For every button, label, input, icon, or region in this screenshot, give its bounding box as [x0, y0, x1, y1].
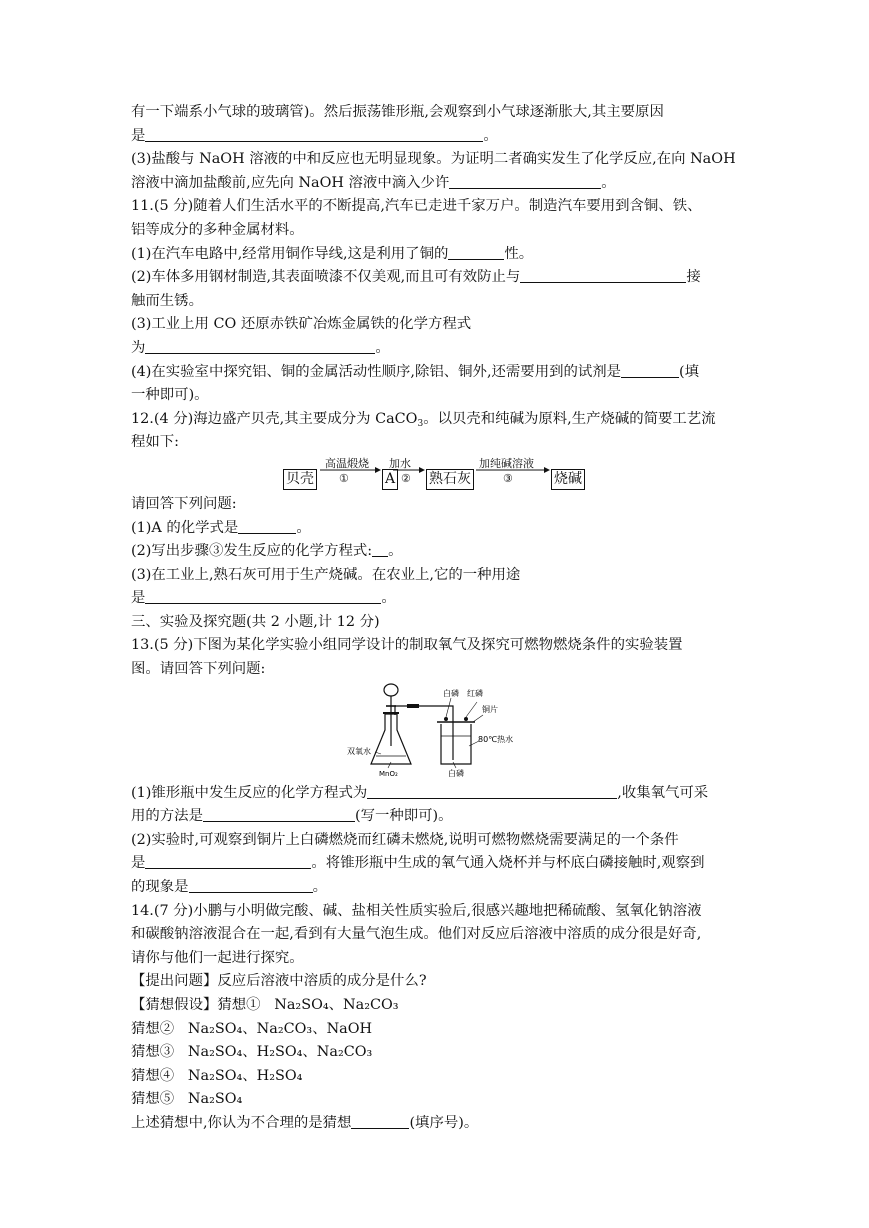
text-line: 请你与他们一起进行探究。 [131, 949, 304, 966]
guess-line: 猜想⑤ Na₂SO₄ [131, 1091, 243, 1108]
guess-line: 猜想③ Na₂SO₄、H₂SO₄、Na₂CO₃ [131, 1044, 373, 1061]
text-line: 铝等成分的多种金属材料。 [131, 221, 304, 238]
question-line: 的现象是 。 [131, 879, 327, 896]
beaker [441, 724, 471, 764]
answer-blank[interactable] [145, 854, 311, 869]
flow-step3-number: ③ [503, 471, 513, 485]
label-hot-water: 80℃热水 [478, 734, 514, 744]
question-line: 是 。 [131, 590, 396, 607]
answer-blank[interactable] [449, 174, 601, 189]
text-line: 有一下端系小气球的玻璃管)。然后振荡锥形瓶,会观察到小气球逐渐胀大,其主要原因 [131, 104, 664, 120]
question-line: 上述猜想中,你认为不合理的是猜想 (填序号)。 [131, 1114, 479, 1131]
label-mno2: MnO₂ [379, 769, 398, 778]
flow-step2-label: 加水 [389, 456, 411, 470]
delivery-tube [395, 706, 453, 760]
question-line: (2)写出步骤③发生反应的化学方程式: 。 [131, 543, 403, 560]
exam-page [131, 101, 739, 1136]
question-line: (1)A 的化学式是 。 [131, 519, 311, 536]
guess-line: 猜想② Na₂SO₄、Na₂CO₃、NaOH [131, 1020, 373, 1037]
rubber-tube [407, 704, 419, 708]
text-line: 触而生锈。 [131, 292, 203, 309]
answer-blank[interactable] [145, 127, 483, 142]
label-white-phosphorus-bottom: 白磷 [448, 768, 464, 778]
flow-step3-label: 加纯碱溶液 [479, 456, 534, 470]
answer-blank[interactable] [189, 878, 313, 893]
flow-node-shell: 贝壳 [283, 469, 317, 490]
answer-blank[interactable] [367, 784, 617, 799]
oxygen-apparatus-figure [131, 682, 739, 782]
process-flow-diagram [131, 455, 739, 493]
question-line: 溶液中滴加盐酸前,应先向 NaOH 溶液中滴入少许 。 [131, 174, 616, 191]
apparatus-drawing [343, 682, 543, 782]
question-heading: 14.(7 分)小鹏与小明做完酸、碱、盐相关性质实验后,很感兴趣地把稀硫酸、氢氧化钠溶液 [131, 902, 702, 919]
label-copper-plate: 铜片 [482, 704, 498, 714]
question-line: 是 。将锥形瓶中生成的氧气通入烧杯并与杯底白磷接触时,观察到 [131, 855, 705, 872]
flow-node-slaked-lime: 熟石灰 [426, 469, 474, 490]
guess-line: 【猜想假设】猜想① Na₂SO₄、Na₂CO₃ [131, 997, 399, 1013]
answer-blank[interactable] [351, 1114, 409, 1129]
text-line: (3)在工业上,熟石灰可用于生产烧碱。在农业上,它的一种用途 [131, 566, 521, 583]
flow-node-a: A [382, 469, 398, 490]
text-line: 程如下: [131, 434, 180, 451]
question-heading: 12.(4 分)海边盛产贝壳,其主要成分为 CaCO$_3$。以贝壳和纯碱为原料,生产烧碱的简要工艺流 [131, 410, 716, 429]
question-line: (4)在实验室中探究铝、铜的金属活动性顺序,除铝、铜外,还需要用到的试剂是 (填 [131, 363, 700, 380]
answer-blank[interactable] [520, 268, 686, 283]
question-line: (1)锥形瓶中发生反应的化学方程式为 ,收集氧气可采 [131, 784, 709, 801]
funnel-bulb [384, 684, 398, 696]
flow-arrows [131, 455, 739, 493]
question-heading: 11.(5 分)随着人们生活水平的不断提高,汽车已走进千家万户。制造汽车要用到含铜、铁、 [131, 198, 702, 215]
white-phosphorus-top [444, 717, 448, 721]
flow-step1-label: 高温煅烧 [325, 456, 369, 470]
answer-blank[interactable] [238, 519, 296, 534]
question-line: (1)在汽车电路中,经常用铜作导线,这是利用了铜的 性。 [131, 245, 534, 262]
question-line: 是 。 [131, 127, 498, 144]
label-hydrogen-peroxide: 双氧水 [347, 746, 371, 756]
text-line: 图。请回答下列问题: [131, 661, 266, 678]
label-red-phosphorus: 红磷 [467, 688, 483, 698]
text-line: 请回答下列问题: [131, 495, 237, 512]
guess-line: 猜想④ Na₂SO₄、H₂SO₄ [131, 1067, 303, 1084]
text-line: (2)实验时,可观察到铜片上白磷燃烧而红磷未燃烧,说明可燃物燃烧需要满足的一个条件 [131, 831, 679, 848]
question-line: (2)车体多用钢材制造,其表面喷漆不仅美观,而且可有效防止与 接 [131, 269, 701, 286]
answer-blank[interactable] [145, 339, 375, 354]
flow-step1-number: ① [339, 471, 349, 485]
flow-step2-number: ② [401, 471, 411, 485]
question-line: 为 。 [131, 339, 390, 356]
answer-blank[interactable] [203, 807, 355, 822]
question-line: 用的方法是 (写一种即可)。 [131, 808, 453, 825]
text-line: 【提出问题】反应后溶液中溶质的成分是什么? [131, 973, 427, 990]
flow-node-caustic-soda: 烧碱 [551, 469, 585, 490]
text-line: (3)盐酸与 NaOH 溶液的中和反应也无明显现象。为证明二者确实发生了化学反应,在向 NaOH [131, 151, 736, 168]
answer-blank[interactable] [145, 589, 381, 604]
text-line: (3)工业上用 CO 还原赤铁矿冶炼金属铁的化学方程式 [131, 316, 472, 333]
section-heading: 三、实验及探究题(共 2 小题,计 12 分) [131, 613, 380, 630]
red-phosphorus [464, 717, 468, 721]
question-heading: 13.(5 分)下图为某化学实验小组同学设计的制取氧气及探究可燃物燃烧条件的实验装置 [131, 637, 683, 654]
text-line: 一种即可)。 [131, 387, 209, 404]
answer-blank[interactable] [621, 363, 679, 378]
answer-blank[interactable] [448, 245, 504, 260]
text-line: 和碳酸钠溶液混合在一起,看到有大量气泡生成。他们对反应后溶液中溶质的成分很是好奇, [131, 926, 702, 943]
label-white-phosphorus-top: 白磷 [443, 688, 459, 698]
answer-blank[interactable] [372, 542, 388, 557]
